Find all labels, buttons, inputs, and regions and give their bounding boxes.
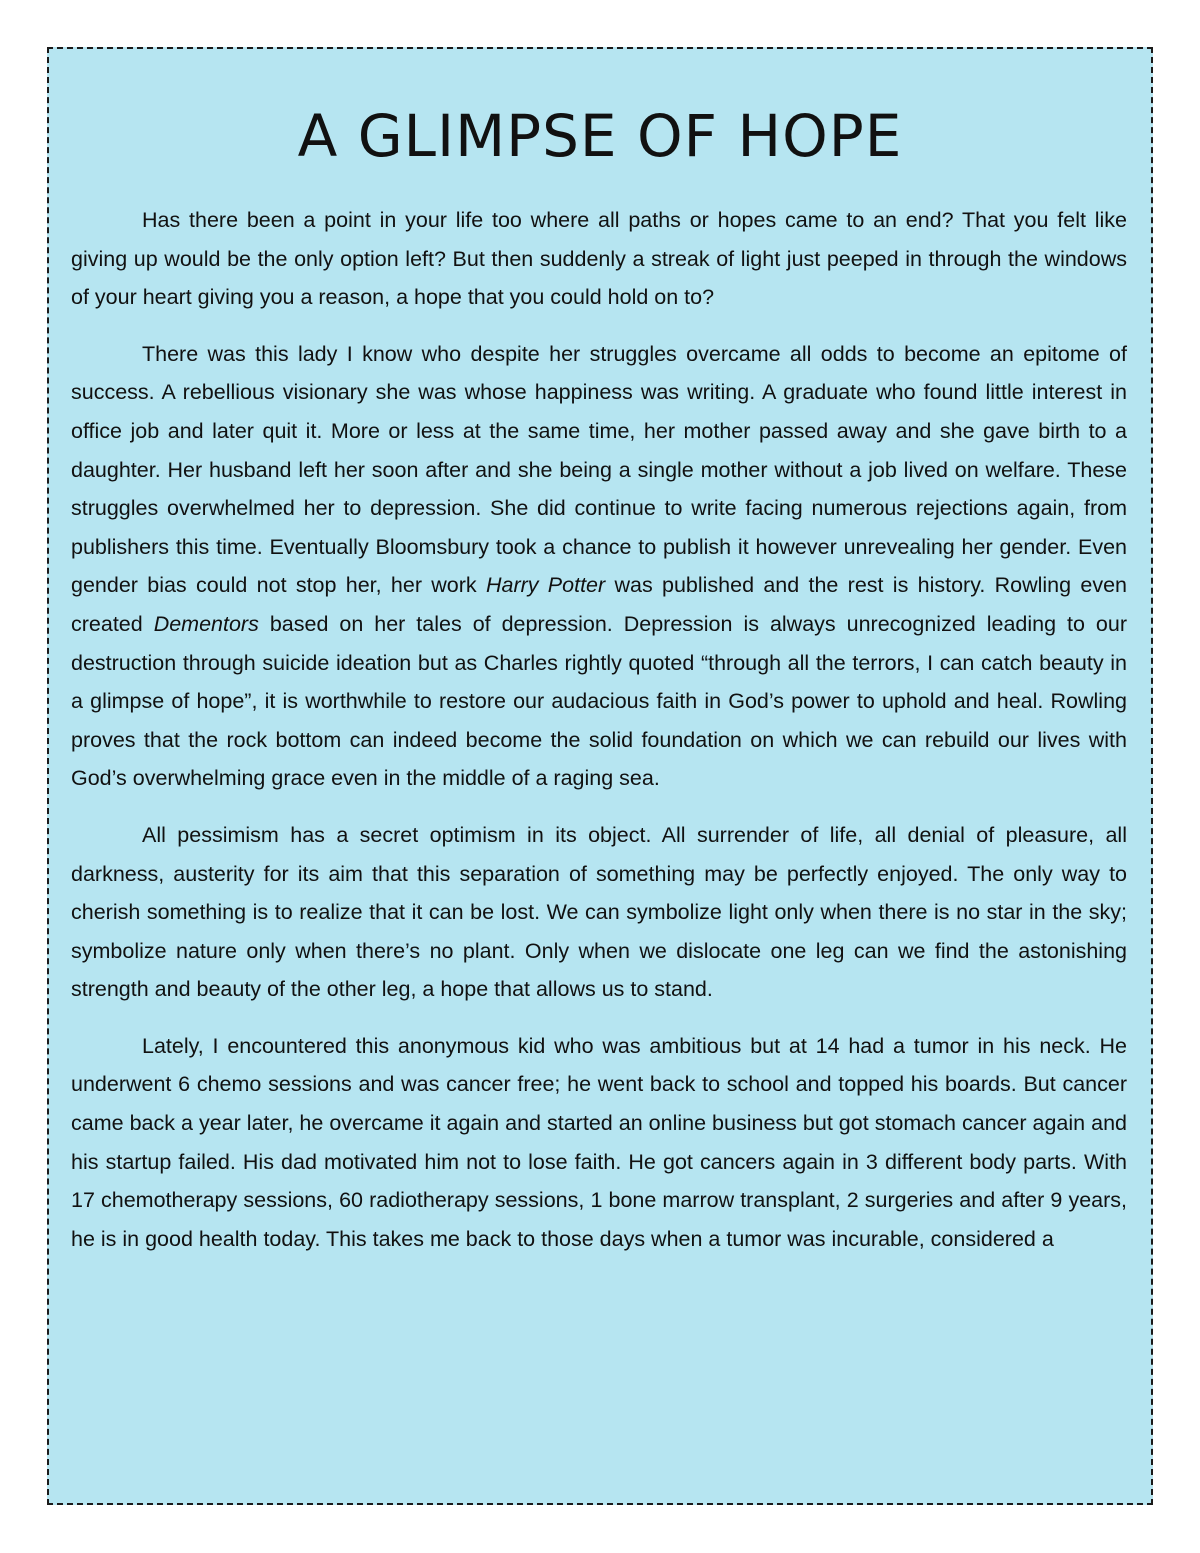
paragraph-2-text-b: was published and the rest is history. Rowling even created bbox=[71, 573, 1128, 636]
article-body bbox=[71, 201, 1127, 1276]
paragraph-2 bbox=[71, 335, 1127, 798]
paragraph-3: All pessimism has a secret optimism in its object. All surrender of life, all denial of pleasure, all darkness, austerity for its aim that this separation of something may be perfectly enjoyed. The only way to cherish something is to realize that it can be lost. We can symbolize light only when there is no star in the sky; symbolize nature only when there’s no plant. Only when we dislocate one leg can we find the astonishing strength and beauty of the other leg, a hope that allows us to stand. bbox=[71, 822, 1127, 1002]
page-frame bbox=[47, 47, 1153, 1505]
paragraph-2-text-a: There was this lady I know who despite her struggles overcame all odds to become an epitome of success. A rebellious visionary she was whose happiness was writing. A graduate who found little interest in office job and later quit it. More or less at the same time, her mother passed away and she gave birth to a daughter. Her husband left her soon after and she being a single mother without a job lived on welfare. These struggles overwhelmed her to depression. She did continue to write facing numerous rejections again, from publishers this time. Eventually Bloomsbury took a chance to publish it however unrevealing her gender. Even gender bias could not stop her, her work bbox=[71, 341, 1127, 598]
page-title: A GLIMPSE OF HOPE bbox=[297, 102, 903, 170]
paragraph-1: Has there been a point in your life too where all paths or hopes came to an end? That you felt like giving up would be the only option left? But then suddenly a streak of light just peeped in through the windows of your heart giving you a reason, a hope that you could hold on to? bbox=[71, 208, 1127, 310]
book-title-harry-potter: Harry Potter bbox=[485, 573, 606, 598]
paragraph-4: Lately, I encountered this anonymous kid who was ambitious but at 14 had a tumor in his neck. He underwent 6 chemo sessions and was cancer free; he went back to school and topped his boards. But cancer came back a year later, he overcame it again and started an online business but got stomach cancer again and his startup failed. His dad motivated him not to lose faith. He got cancers again in 3 different body parts. With 17 chemotherapy sessions, 60 radiotherapy sessions, 1 bone marrow transplant, 2 surgeries and after 9 years, he is in good health today. This takes me back to those days when a tumor was incurable, considered a bbox=[71, 1033, 1127, 1251]
paragraph-2-text-c: based on her tales of depression. Depression is always unrecognized leading to our destruction through suicide ideation but as Charles rightly quoted “through all the terrors, I can catch beauty in a glimpse of hope”, it is worthwhile to restore our audacious faith in God’s power to uphold and heal. Rowling proves that the rock bottom can indeed become the solid foundation on which we can rebuild our lives with God’s overwhelming grace even in the middle of a raging sea. bbox=[71, 611, 1127, 791]
term-dementors: Dementors bbox=[153, 611, 259, 636]
